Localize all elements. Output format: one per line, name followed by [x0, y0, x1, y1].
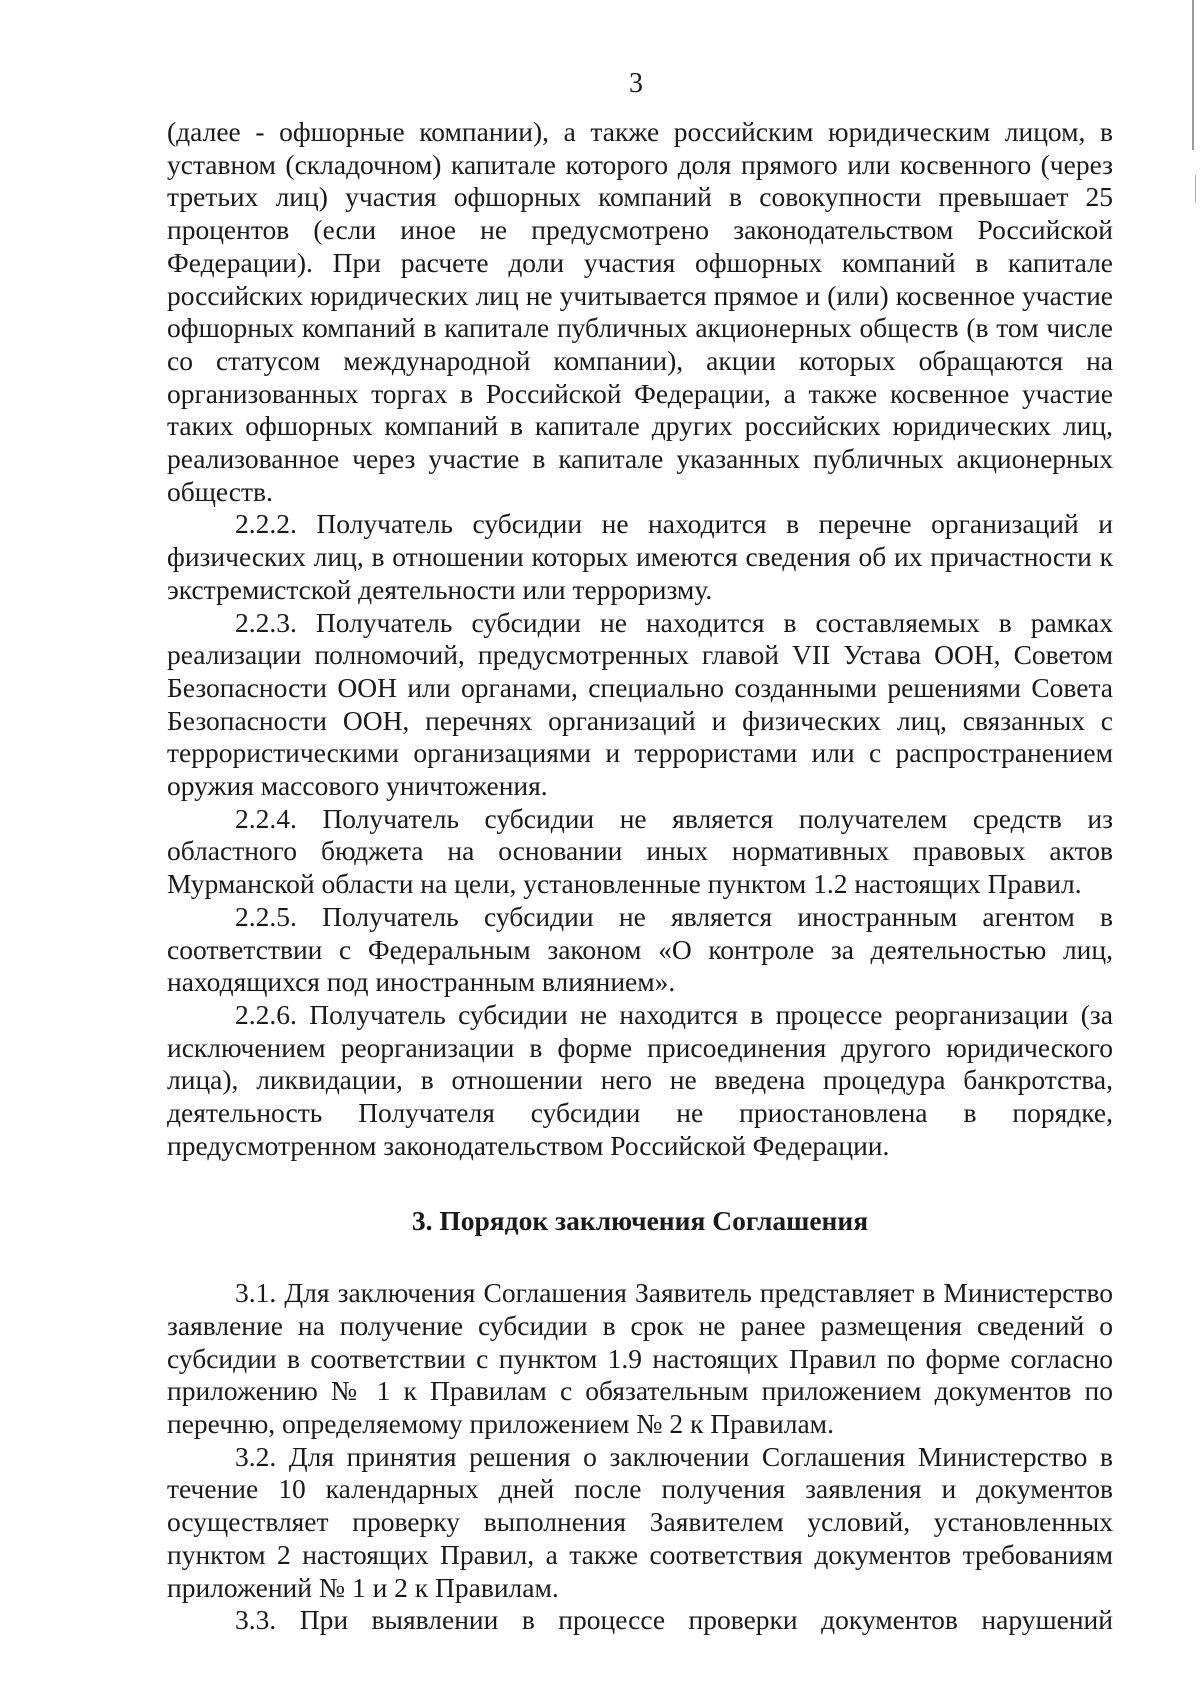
document-body — [167, 116, 1113, 1637]
page-number: 3 — [629, 68, 643, 99]
paragraph-2-2-6: 2.2.6. Получатель субсидии не находится в процессе реорганизации (за исключением реорганизации в форме присоединения другого юридического лица), ликвидации, в отношении него не введена процедура банкротства, деятельность Получателя субсидии не приостановлена в порядке, предусмотренном законодательством Российской Федерации. — [167, 998, 1113, 1161]
paragraph-2-2-4: 2.2.4. Получатель субсидии не является получателем средств из областного бюджета на основании иных нормативных правовых актов Мурманской области на цели, установленные пунктом 1.2 настоящих Правил. — [167, 802, 1113, 900]
section-heading: 3. Порядок заключения Соглашения — [411, 1204, 869, 1236]
paragraph-3-2: 3.2. Для принятия решения о заключении Соглашения Министерство в течение 10 календарных дней после получения заявления и документов осуществляет проверку выполнения Заявителем условий, установленных пунктом 2 настоящих Правил, а также соответствия документов требованиям приложений № 1 и 2 к Правилам. — [167, 1440, 1113, 1603]
paragraph-2-2-3: 2.2.3. Получатель субсидии не находится в составляемых в рамках реализации полномочий, предусмотренных главой VII Устава ООН, Советом Безопасности ООН или органами, специально созданными решениями Совета Безопасности ООН, перечнях организаций и физических лиц, связанных с террористическими организациями и террористами или с распространением оружия массового уничтожения. — [167, 606, 1113, 802]
scan-edge-mark — [1195, 175, 1196, 203]
paragraph-3-3: 3.3. При выявлении в процессе проверки документов нарушений — [235, 1604, 1113, 1636]
paragraph-3-1: 3.1. Для заключения Соглашения Заявитель представляет в Министерство заявление на получение субсидии в срок не ранее размещения сведений о субсидии в соответствии с пунктом 1.9 настоящих Правил по форме согласно приложению № 1 к Правилам с обязательным приложением документов по перечню, определяемому приложением № 2 к Правилам. — [167, 1277, 1113, 1440]
paragraph-2-2-2: 2.2.2. Получатель субсидии не находится в перечне организаций и физических лиц, в отношении которых имеются сведения об их причастности к экстремистской деятельности или терроризму. — [167, 508, 1113, 605]
paragraph-2-2-5: 2.2.5. Получатель субсидии не является иностранным агентом в соответствии с Федеральным законом «О контроле за деятельностью лиц, находящихся под иностранным влиянием». — [167, 900, 1113, 998]
paragraph-continuation: (далее - офшорные компании), а также российским юридическим лицом, в уставном (складочном) капитале которого доля прямого или косвенного (через третьих лиц) участия офшорных компаний в совокупности превышает 25 процентов (если иное не предусмотрено законодательством Российской Федерации). При расчете доли участия офшорных компаний в капитале российских юридических лиц не учитывается прямое и (или) косвенное участие офшорных компаний в капитале публичных акционерных обществ (в том числе со статусом международной компании), акции которых обращаются на организованных торгах в Российской Федерации, а также косвенное участие таких офшорных компаний в капитале других российских юридических лиц, реализованное через участие в капитале указанных публичных акционерных обществ. — [167, 116, 1113, 507]
